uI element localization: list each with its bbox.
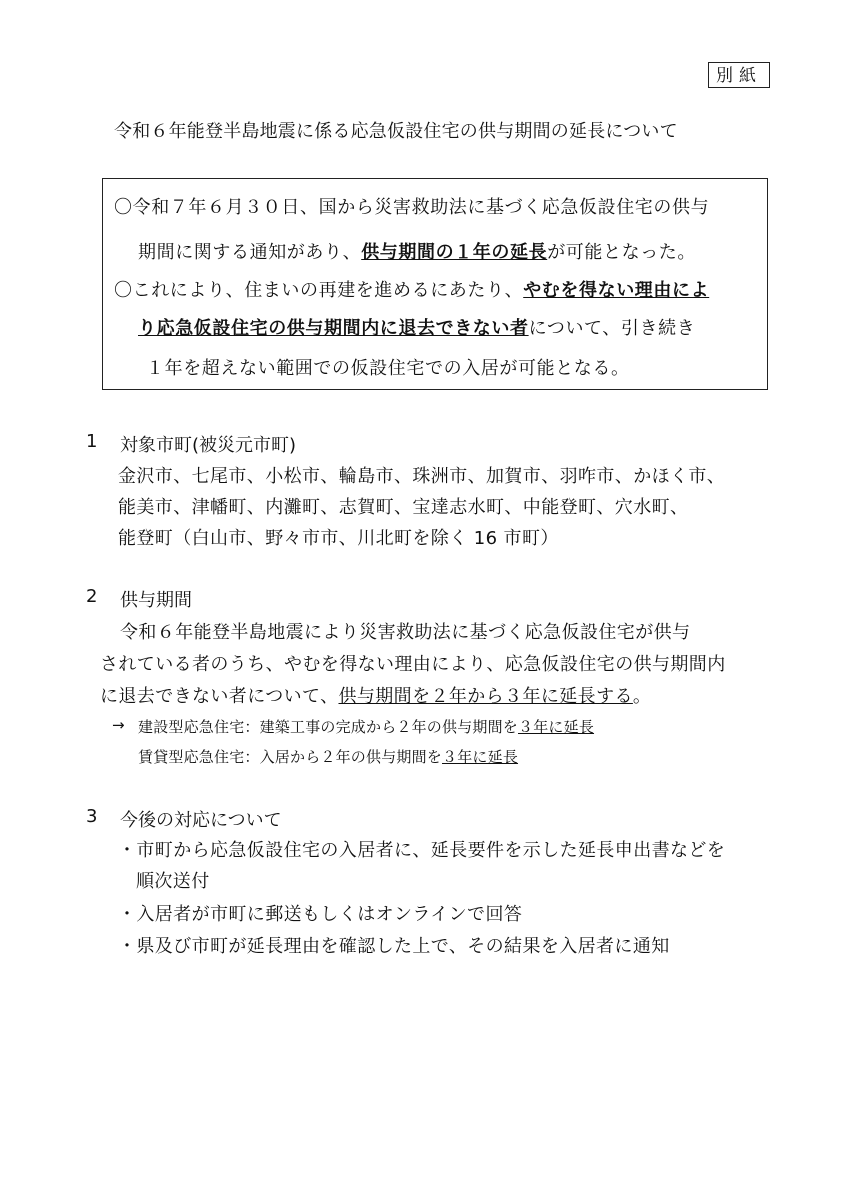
summary-line-5: １年を超えない範囲での仮設住宅での入居が可能となる。 <box>146 358 630 379</box>
section-2-line-2: されている者のうち、やむを得ない理由により、応急仮設住宅の供与期間内 <box>100 654 726 675</box>
section-2-sub-1: 建設型応急住宅：建築工事の完成から２年の供与期間を３年に延長 <box>138 718 595 736</box>
emphasis-reason: やむを得ない理由によ <box>523 280 710 301</box>
summary-line-2: 期間に関する通知があり、供与期間の１年の延長が可能となった。 <box>138 242 697 263</box>
section-3-number: 3 <box>86 806 98 827</box>
page-title: 令和６年能登半島地震に係る応急仮設住宅の供与期間の延長について <box>114 121 678 142</box>
section-2-line-1: 令和６年能登半島地震により災害救助法に基づく応急仮設住宅が供与 <box>120 622 691 643</box>
summary-line-3: 〇これにより、住まいの再建を進めるにあたり、やむを得ない理由によ <box>114 280 710 301</box>
section-2-number: 2 <box>86 586 98 607</box>
section-3-item-1-cont: 順次送付 <box>136 871 210 892</box>
emphasis-extension: 供与期間の１年の延長 <box>361 242 548 263</box>
section-1-line-1: 金沢市、七尾市、小松市、輪島市、珠洲市、加賀市、羽咋市、かほく市、 <box>118 466 726 487</box>
emphasis-reason-cont: り応急仮設住宅の供与期間内に退去できない者 <box>138 318 529 339</box>
summary-line-4: り応急仮設住宅の供与期間内に退去できない者について、引き続き <box>138 318 696 339</box>
emphasis-extend-period: 供与期間を２年から３年に延長する <box>338 686 633 707</box>
section-3-item-2: ・入居者が市町に郵送もしくはオンラインで回答 <box>118 904 523 925</box>
arrow-icon: → <box>112 716 125 734</box>
section-2-sub-2: 賃貸型応急住宅：入居から２年の供与期間を３年に延長 <box>138 748 519 766</box>
attachment-label: 別紙 <box>708 62 770 88</box>
section-1-line-3: 能登町（白山市、野々市市、川北町を除く 16 市町） <box>118 528 559 549</box>
section-3-item-3: ・県及び市町が延長理由を確認した上で、その結果を入居者に通知 <box>118 936 670 957</box>
section-3-item-1: ・市町から応急仮設住宅の入居者に、延長要件を示した延長申出書などを <box>118 840 726 861</box>
section-1-heading: 対象市町(被災元市町) <box>120 435 297 456</box>
section-1-line-2: 能美市、津幡町、内灘町、志賀町、宝達志水町、中能登町、穴水町、 <box>118 497 689 518</box>
section-2-heading: 供与期間 <box>120 590 192 611</box>
section-3-heading: 今後の対応について <box>120 810 282 831</box>
section-1-number: 1 <box>86 431 98 452</box>
summary-line-1: 〇令和７年６月３０日、国から災害救助法に基づく応急仮設住宅の供与 <box>114 197 710 218</box>
section-2-line-3: に退去できない者について、供与期間を２年から３年に延長する。 <box>100 686 652 707</box>
